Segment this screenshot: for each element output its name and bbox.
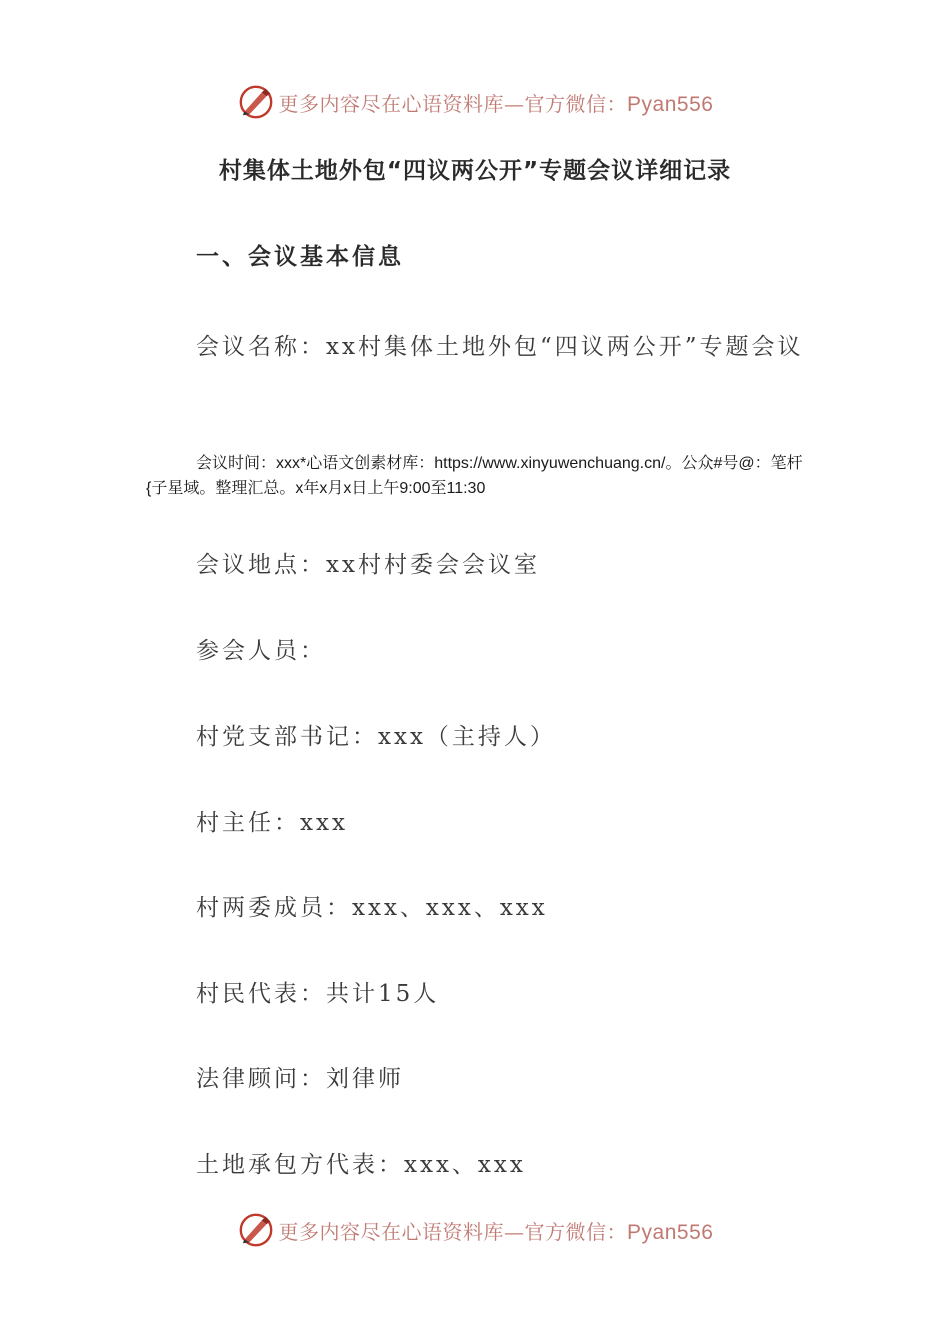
attendees-label: 参会人员：	[196, 638, 326, 664]
wechat-id: Pyan556	[627, 92, 714, 116]
pen-logo-icon	[237, 83, 275, 121]
banner-slogan: 更多内容尽在心语资料库—官方微信：	[278, 91, 628, 116]
section-heading-basic-info: 一、会议基本信息	[196, 244, 404, 270]
banner-slogan: 更多内容尽在心语资料库—官方微信：	[278, 1219, 628, 1244]
attendee-item: 土地承包方代表：xxx、xxx	[196, 1152, 526, 1178]
attendee-item: 村党支部书记：xxx（主持人）	[196, 724, 556, 750]
attendee-item: 法律顾问：刘律师	[196, 1066, 404, 1092]
attendee-item: 村民代表：共计15人	[196, 981, 440, 1007]
attendee-item: 村两委成员：xxx、xxx、xxx	[196, 895, 548, 921]
meeting-name-paragraph: 会议名称：xx村集体土地外包“四议两公开”专题会议	[196, 334, 804, 360]
footer-banner	[0, 1210, 950, 1250]
attendee-item: 村主任：xxx	[196, 810, 348, 836]
pen-logo-icon	[237, 1211, 275, 1249]
document-title: 村集体土地外包“四议两公开”专题会议详细记录	[218, 158, 732, 184]
meeting-location-paragraph: 会议地点：xx村村委会会议室	[196, 552, 540, 578]
header-banner	[0, 82, 950, 122]
wechat-id: Pyan556	[627, 1220, 714, 1244]
banner-text	[279, 88, 714, 117]
banner-text	[279, 1216, 714, 1245]
meeting-time-paragraph: 会议时间：xxx*心语文创素材库：https://www.xinyuwenchuang.cn/。公众#号@：笔杆{子星域。整理汇总。x年x月x日上午9:00至11:30	[146, 455, 803, 497]
